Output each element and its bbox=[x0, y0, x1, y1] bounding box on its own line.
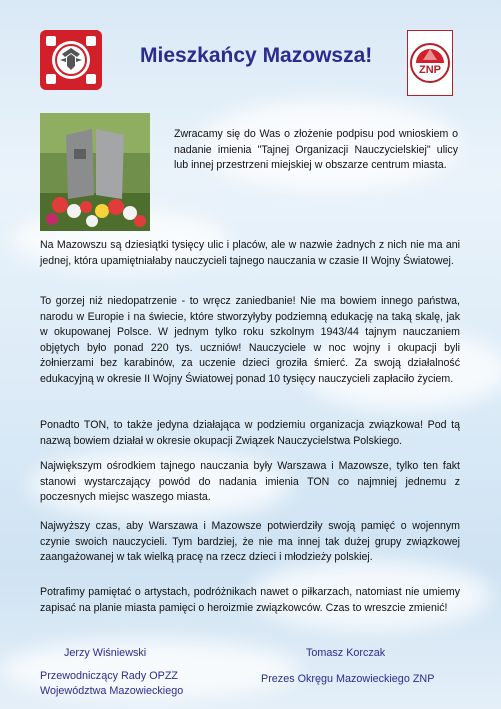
body-paragraph-4: Największym ośrodkiem tajnego nauczania były Warszawa i Mazowsze, tylko ten fakt stanowi wystarczający powód do nadania imienia TON co najmniej jednemu z poczesnych miejsc waszego miasta. bbox=[40, 460, 460, 503]
body-paragraph-5: Najwyższy czas, aby Warszawa i Mazowsze potwierdziły swoją pamięć o wojennym czynie swoich nauczycieli. Tym bardziej, że nie ma innej tak dużej grupy związkowej zaangażowanej w tak wielką pracę na rzecz dzieci i młodzieży polskiej. bbox=[40, 520, 460, 563]
body-paragraph-1: Na Mazowszu są dziesiątki tysięcy ulic i placów, ale w nazwie żadnych z nich nie ma ani jednej, która upamiętniałaby nauczycieli tajnego nauczania w czasie II Wojny Światowej. bbox=[40, 239, 460, 267]
page-title: Mieszkańcy Mazowsza! bbox=[140, 44, 373, 67]
znp-logo-text: ZNP bbox=[419, 64, 441, 76]
body-paragraph-3: Ponadto TON, to także jedyna działająca w podziemiu organizacja związkowa! Pod tą nazwą bowiem działał w okresie okupacji Związek Nauczycielstwa Polskiego. bbox=[40, 419, 460, 447]
signature-right-name: Tomasz Korczak bbox=[306, 647, 386, 659]
opzz-eagle-logo-icon bbox=[40, 30, 102, 90]
memorial-photo bbox=[40, 113, 150, 231]
intro-paragraph: Zwracamy się do Was o złożenie podpisu pod wnioskiem o nadanie imienia "Tajnej Organizacji Nauczycielskiej" ulicy lub innej przestrzeni miejskiej w obszarze centrum miasta. bbox=[174, 128, 458, 171]
body-paragraph-2: To gorzej niż niedopatrzenie - to wręcz zaniedbanie! Nie ma bowiem innego państwa, narodu w Europie i na świecie, które stworzyłyby podziemną edukację na taką skalę, jak w okupowanej Polsce. W jednym tylko roku szkolnym 1943/44 tajnym nauczaniem objętych było ponad 220 tys. uczniów! Nauczyciele w noc wojny i okupacji byli żołnierzami bez karabinów, za uczenie dzieci groziła śmierć. Za swoją działalność edukacyjną w okresie II Wojny Światowej ponad 10 tysięcy nauczycieli zapłaciło życiem. bbox=[40, 295, 460, 385]
signature-left-name: Jerzy Wiśniewski bbox=[64, 647, 147, 659]
signature-left-title bbox=[40, 669, 183, 699]
body-paragraph-6: Potrafimy pamiętać o artystach, podróżnikach nawet o piłkarzach, natomiast nie umiemy zapisać na planie miasta pamięci o heroizmie związkowców. Czas to wreszcie zmienić! bbox=[40, 586, 460, 614]
signature-left-title-line-1: Przewodniczący Rady OPZZ bbox=[40, 670, 179, 682]
signature-left-title-line-2: Województwa Mazowieckiego bbox=[40, 685, 184, 697]
znp-logo-icon bbox=[407, 30, 453, 96]
signature-right-title: Prezes Okręgu Mazowieckiego ZNP bbox=[261, 673, 435, 685]
